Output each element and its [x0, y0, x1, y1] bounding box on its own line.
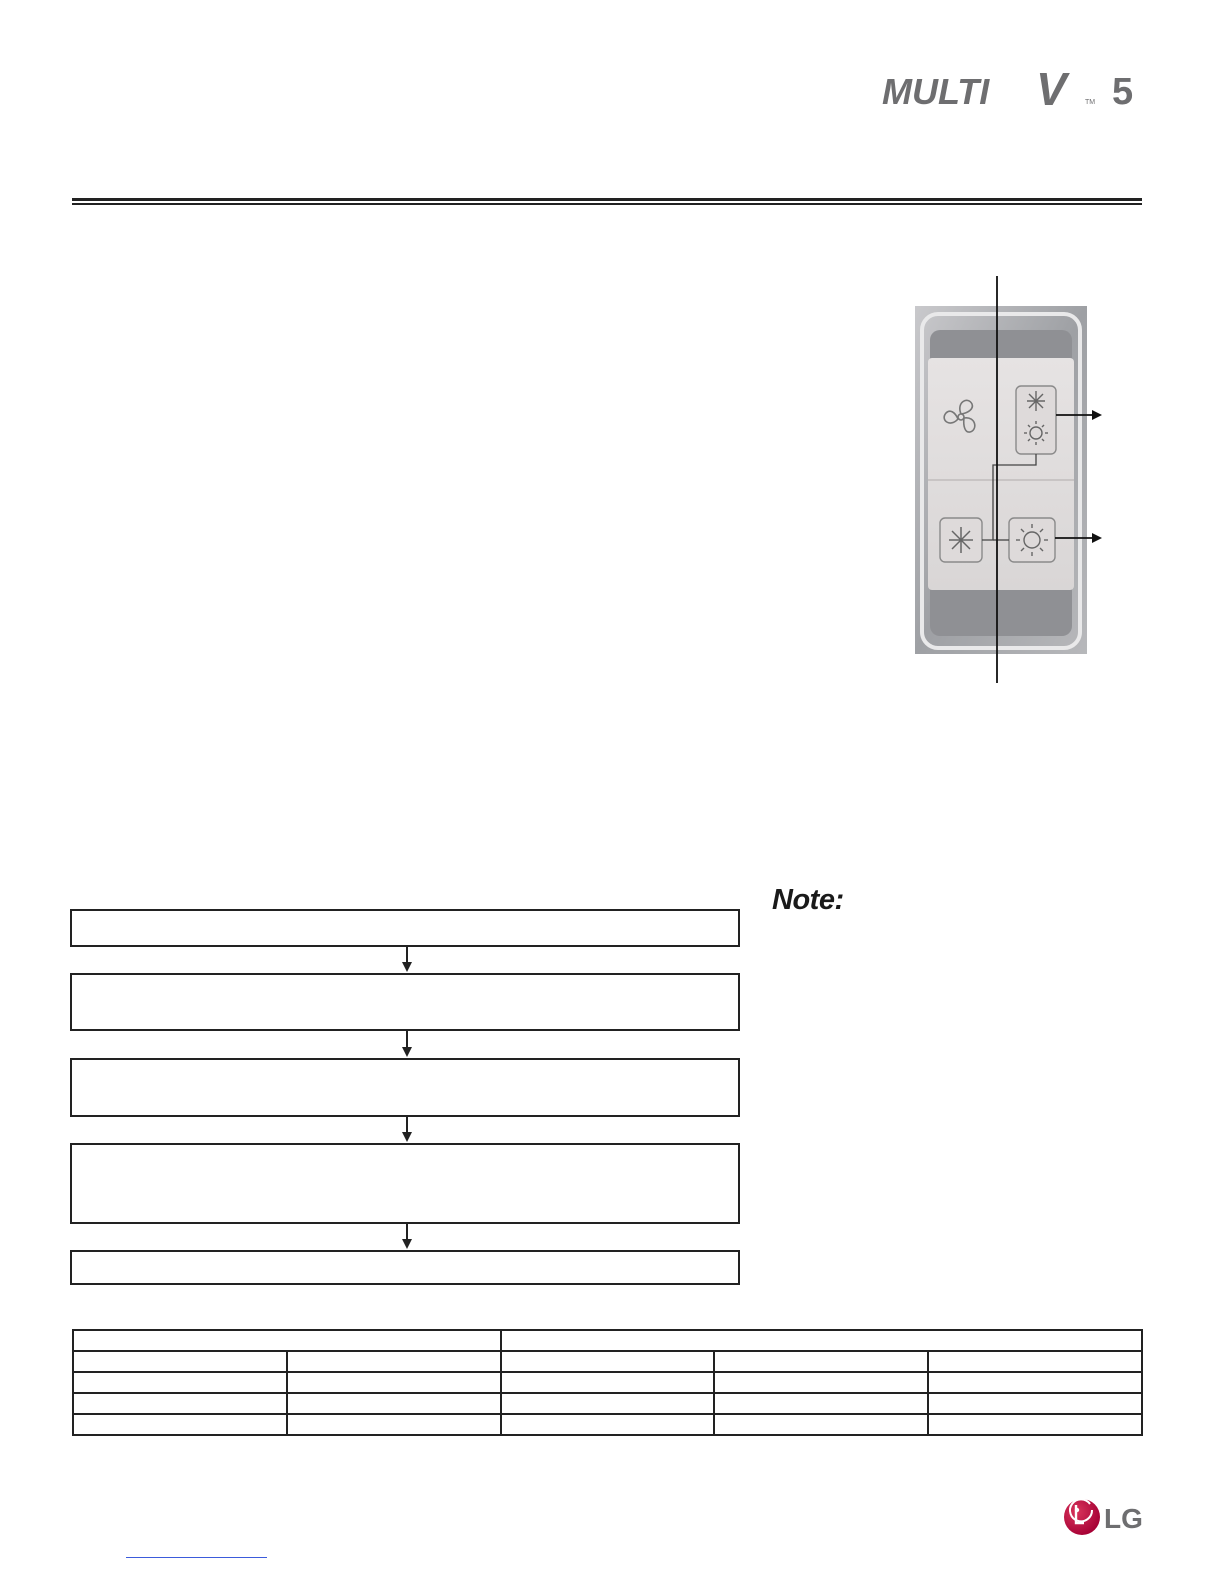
table-cell — [73, 1372, 287, 1393]
table-cell — [714, 1351, 928, 1372]
brand-logo-word: MULTI — [882, 71, 990, 112]
lg-logo — [1062, 1496, 1144, 1540]
flowchart-step-2 — [70, 973, 740, 1031]
table-cell — [928, 1414, 1142, 1435]
flowchart-step-5 — [70, 1250, 740, 1285]
table-cell — [73, 1414, 287, 1435]
table-cell — [287, 1393, 501, 1414]
table-cell — [928, 1393, 1142, 1414]
note-label: Note: — [772, 884, 844, 916]
table-cell — [73, 1393, 287, 1414]
brand-logo — [880, 66, 1150, 116]
spec-table — [72, 1329, 1143, 1436]
table-cell — [501, 1372, 715, 1393]
table-cell — [501, 1351, 715, 1372]
table-cell — [928, 1372, 1142, 1393]
table-row — [73, 1372, 1142, 1393]
snowflake-icon — [949, 527, 973, 553]
footer-link[interactable] — [126, 1557, 267, 1558]
table-cell — [287, 1351, 501, 1372]
cool-button[interactable] — [940, 518, 982, 562]
table-cell — [714, 1393, 928, 1414]
table-row — [73, 1351, 1142, 1372]
brand-logo-tm: TM — [1085, 99, 1096, 106]
table-cell — [714, 1414, 928, 1435]
brand-logo-number: 5 — [1112, 71, 1134, 113]
flowchart-step-4 — [70, 1143, 740, 1224]
heat-button[interactable] — [1009, 518, 1055, 562]
table-cell — [501, 1414, 715, 1435]
arrow-down-icon — [399, 1117, 415, 1143]
header-rule — [72, 198, 1142, 207]
arrow-down-icon — [399, 1031, 415, 1058]
table-cell — [501, 1393, 715, 1414]
table-header-cell — [73, 1330, 501, 1351]
control-panel-photo — [880, 270, 1120, 690]
table-cell — [73, 1351, 287, 1372]
arrow-down-icon — [399, 1224, 415, 1250]
arrow-down-icon — [399, 947, 415, 973]
table-cell — [928, 1351, 1142, 1372]
brand-logo-letter: V — [1036, 66, 1067, 115]
flowchart-step-3 — [70, 1058, 740, 1117]
cool-heat-button[interactable] — [1016, 386, 1056, 454]
table-cell — [714, 1372, 928, 1393]
table-cell — [287, 1372, 501, 1393]
lg-logo-text: LG — [1104, 1503, 1143, 1534]
table-header-row — [73, 1330, 1142, 1351]
flowchart-step-1 — [70, 909, 740, 947]
table-row — [73, 1414, 1142, 1435]
table-row — [73, 1393, 1142, 1414]
table-header-cell — [501, 1330, 1142, 1351]
table-cell — [287, 1414, 501, 1435]
